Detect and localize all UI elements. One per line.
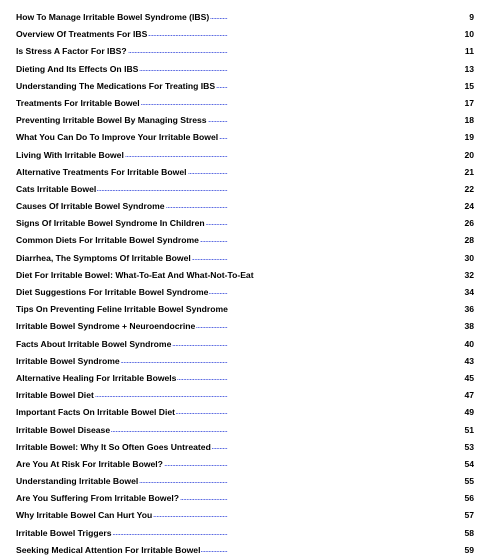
toc-entry-title[interactable]: Signs Of Irritable Bowel Syndrome In Children <box>16 215 206 232</box>
toc-entry-title[interactable]: Irritable Bowel: Why It So Often Goes Untreated <box>16 439 212 456</box>
toc-entry-title[interactable]: Preventing Irritable Bowel By Managing Stress <box>16 112 208 129</box>
toc-entry-page-number[interactable]: 49 <box>462 404 474 421</box>
toc-entry-page-number[interactable]: 34 <box>462 284 474 301</box>
toc-entry-title[interactable]: Diet For Irritable Bowel: What-To-Eat And What-Not-To-Eat <box>16 267 255 284</box>
toc-entry[interactable] <box>16 353 474 370</box>
toc-entry[interactable] <box>16 43 474 60</box>
toc-entry-title[interactable]: Are You Suffering From Irritable Bowel? <box>16 490 180 507</box>
toc-entry[interactable] <box>16 439 474 456</box>
toc-entry-title[interactable]: Irritable Bowel Syndrome <box>16 353 121 370</box>
toc-entry-page-number[interactable]: 21 <box>462 164 474 181</box>
toc-entry[interactable] <box>16 336 474 353</box>
toc-entry[interactable] <box>16 129 474 146</box>
toc-entry-title[interactable]: Is Stress A Factor For IBS? <box>16 43 128 60</box>
toc-entry-page-number[interactable]: 56 <box>462 490 474 507</box>
toc-entry-page-number[interactable]: 55 <box>462 473 474 490</box>
toc-entry[interactable] <box>16 387 474 404</box>
toc-entry[interactable] <box>16 456 474 473</box>
toc-entry[interactable] <box>16 26 474 43</box>
toc-entry[interactable] <box>16 490 474 507</box>
toc-entry-page-number[interactable]: 18 <box>462 112 474 129</box>
toc-entry[interactable] <box>16 147 474 164</box>
toc-entry-title[interactable]: Overview Of Treatments For IBS <box>16 26 148 43</box>
toc-entry-page-number[interactable]: 59 <box>462 542 474 559</box>
toc-entry-title[interactable]: How To Manage Irritable Bowel Syndrome (IBS) <box>16 9 210 26</box>
toc-entry-page-number[interactable]: 15 <box>462 78 474 95</box>
toc-entry-title[interactable]: Irritable Bowel Syndrome + Neuroendocrine <box>16 318 196 335</box>
toc-entry[interactable] <box>16 95 474 112</box>
toc-entry-title[interactable]: Dieting And Its Effects On IBS <box>16 61 139 78</box>
toc-entry-page-number[interactable]: 26 <box>462 215 474 232</box>
toc-entry[interactable] <box>16 215 474 232</box>
toc-entry-title[interactable]: Living With Irritable Bowel <box>16 147 125 164</box>
toc-entry[interactable] <box>16 78 474 95</box>
toc-entry[interactable] <box>16 112 474 129</box>
toc-entry-page-number[interactable]: 47 <box>462 387 474 404</box>
toc-entry-page-number[interactable]: 30 <box>462 250 474 267</box>
toc-entry[interactable] <box>16 164 474 181</box>
toc-entry-title[interactable]: What You Can Do To Improve Your Irritable Bowel <box>16 129 219 146</box>
toc-entry[interactable] <box>16 9 474 26</box>
toc-entry-page-number[interactable]: 17 <box>462 95 474 112</box>
toc-entry-page-number[interactable]: 24 <box>462 198 474 215</box>
toc-entry-title[interactable]: Diet Suggestions For Irritable Bowel Syndrome <box>16 284 209 301</box>
toc-entry-page-number[interactable]: 19 <box>462 129 474 146</box>
toc-entry-title[interactable]: Treatments For Irritable Bowel <box>16 95 141 112</box>
toc-entry[interactable] <box>16 525 474 542</box>
toc-entry[interactable] <box>16 61 474 78</box>
toc-entry-title[interactable]: Irritable Bowel Triggers <box>16 525 113 542</box>
toc-entry-title[interactable]: Irritable Bowel Disease <box>16 422 111 439</box>
toc-entry[interactable] <box>16 404 474 421</box>
toc-entry[interactable] <box>16 198 474 215</box>
toc-entry-page-number[interactable]: 36 <box>462 301 474 318</box>
toc-entry-page-number[interactable]: 51 <box>462 422 474 439</box>
toc-entry[interactable] <box>16 473 474 490</box>
toc-entry[interactable] <box>16 181 474 198</box>
toc-entry-title[interactable]: Tips On Preventing Feline Irritable Bowel Syndrome <box>16 301 229 318</box>
toc-entry-page-number[interactable]: 43 <box>462 353 474 370</box>
toc-entry-page-number[interactable]: 45 <box>462 370 474 387</box>
toc-entry-title[interactable]: Facts About Irritable Bowel Syndrome <box>16 336 172 353</box>
toc-entry[interactable] <box>16 301 474 318</box>
toc-entry-page-number[interactable]: 58 <box>462 525 474 542</box>
toc-entry-title[interactable]: Alternative Treatments For Irritable Bowel <box>16 164 188 181</box>
toc-entry-title[interactable]: Alternative Healing For Irritable Bowels <box>16 370 177 387</box>
table-of-contents <box>16 9 474 559</box>
toc-entry-title[interactable]: Understanding The Medications For Treating IBS <box>16 78 216 95</box>
toc-entry[interactable] <box>16 422 474 439</box>
toc-entry-title[interactable]: Cats Irritable Bowel <box>16 181 97 198</box>
toc-entry[interactable] <box>16 284 474 301</box>
toc-entry-page-number[interactable]: 32 <box>462 267 474 284</box>
toc-entry-page-number[interactable]: 53 <box>462 439 474 456</box>
toc-entry-title[interactable]: Common Diets For Irritable Bowel Syndrome <box>16 232 200 249</box>
toc-entry[interactable] <box>16 267 474 284</box>
toc-entry-title[interactable]: Why Irritable Bowel Can Hurt You <box>16 507 153 524</box>
toc-entry-page-number[interactable]: 38 <box>462 318 474 335</box>
toc-entry-page-number[interactable]: 22 <box>462 181 474 198</box>
toc-entry[interactable] <box>16 232 474 249</box>
toc-entry-title[interactable]: Seeking Medical Attention For Irritable Bowel <box>16 542 201 559</box>
toc-entry[interactable] <box>16 542 474 559</box>
toc-entry-title[interactable]: Diarrhea, The Symptoms Of Irritable Bowel <box>16 250 192 267</box>
toc-entry-page-number[interactable]: 13 <box>462 61 474 78</box>
toc-entry[interactable] <box>16 370 474 387</box>
toc-entry-page-number[interactable]: 9 <box>467 9 474 26</box>
toc-entry-page-number[interactable]: 40 <box>462 336 474 353</box>
toc-entry-page-number[interactable]: 54 <box>462 456 474 473</box>
toc-entry[interactable] <box>16 507 474 524</box>
toc-entry-title[interactable]: Causes Of Irritable Bowel Syndrome <box>16 198 166 215</box>
toc-entry-page-number[interactable]: 28 <box>462 232 474 249</box>
toc-entry-page-number[interactable]: 10 <box>462 26 474 43</box>
toc-entry-title[interactable]: Are You At Risk For Irritable Bowel? <box>16 456 164 473</box>
toc-entry-title[interactable]: Important Facts On Irritable Bowel Diet <box>16 404 176 421</box>
toc-entry[interactable] <box>16 318 474 335</box>
toc-entry-page-number[interactable]: 11 <box>463 43 474 60</box>
toc-entry-title[interactable]: Irritable Bowel Diet <box>16 387 95 404</box>
toc-entry[interactable] <box>16 250 474 267</box>
toc-entry-page-number[interactable]: 20 <box>462 147 474 164</box>
toc-entry-page-number[interactable]: 57 <box>462 507 474 524</box>
toc-entry-title[interactable]: Understanding Irritable Bowel <box>16 473 139 490</box>
